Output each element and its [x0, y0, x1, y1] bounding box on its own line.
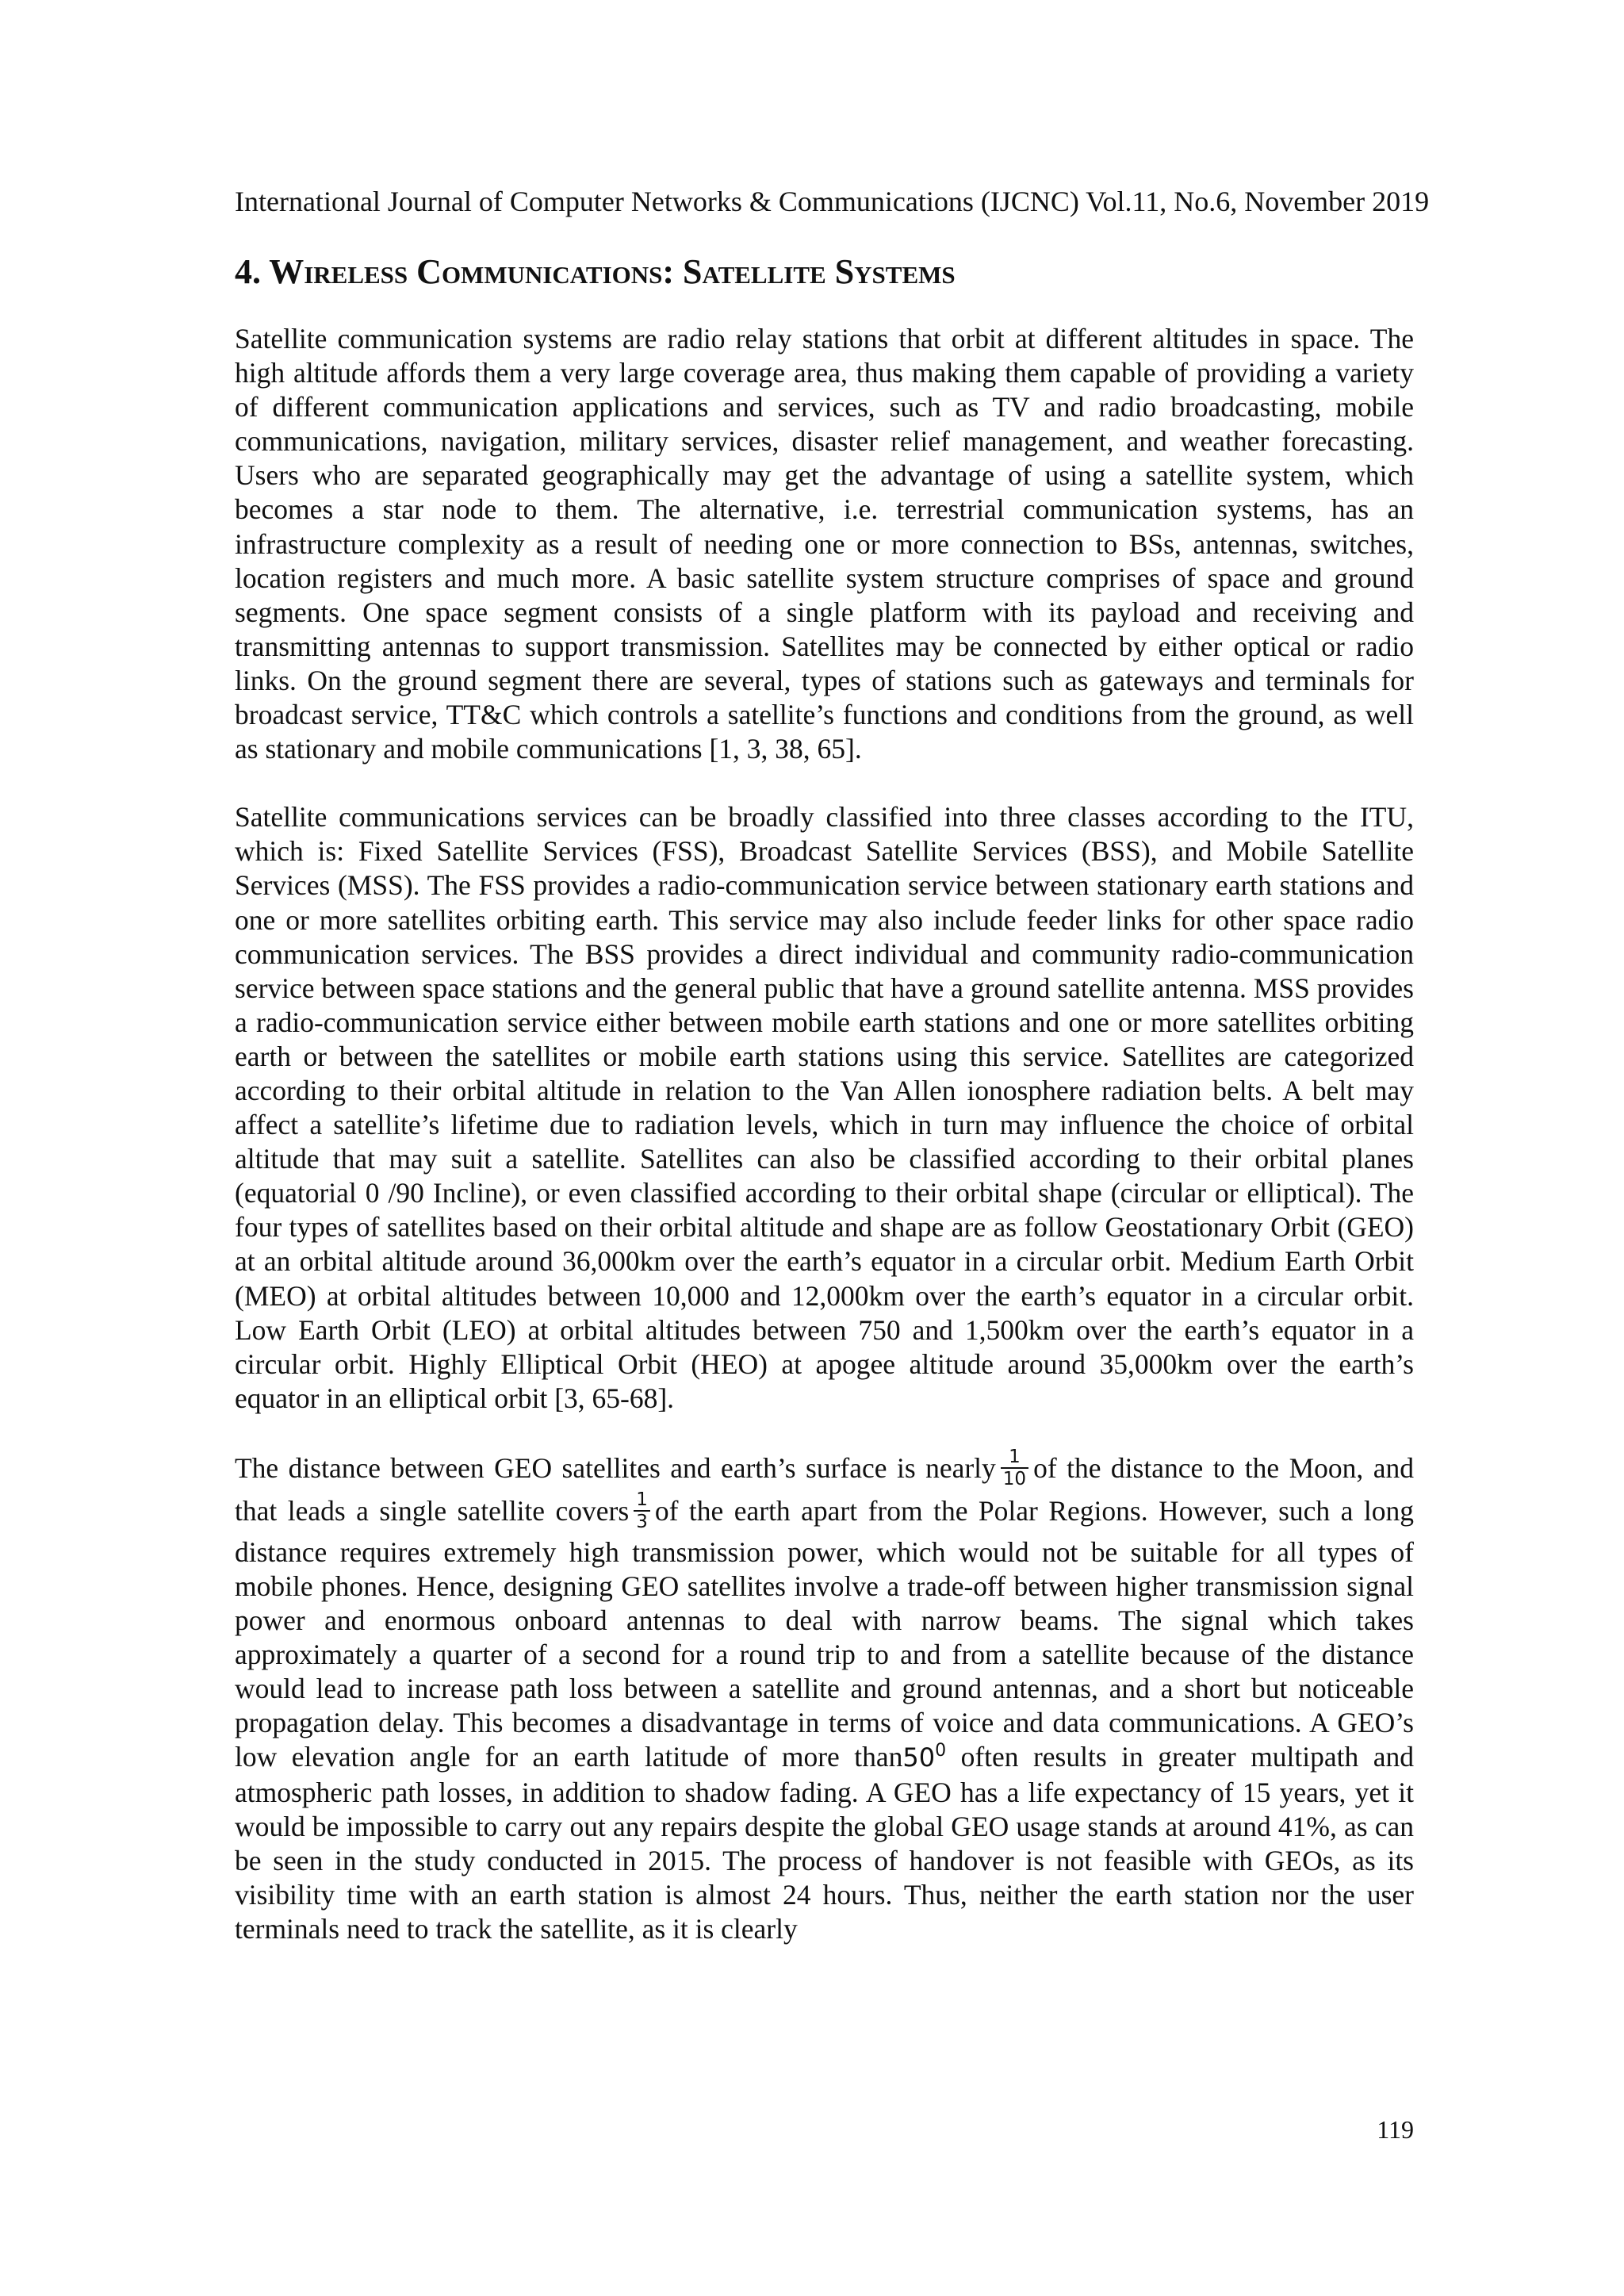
angle-value: 50: [902, 1742, 936, 1773]
fraction-numerator: 1: [634, 1489, 650, 1512]
paragraph-geo-satellites: [235, 1446, 1415, 1946]
geo-text-segment-3: of the earth apart from the Polar Regions. However, such a long distance requires extremely high transmission power, which would not be suitable for all types of mobile phones. Hence, designing GEO satellites involve a trade-off between higher transmission signal power and enormous onboard antennas to deal with narrow beams. The signal which takes approximately a quarter of a second for a round trip to and from a satellite because of the distance would lead to increase path loss between a satellite and ground antennas, and a short but noticeable propagation delay. This becomes a disadvantage in terms of voice and data communications. A GEO’s low elevation angle for an earth latitude of more than: [235, 1495, 1415, 1773]
fraction-one-third: [634, 1489, 650, 1532]
fraction-one-tenth: [1001, 1447, 1028, 1489]
running-header: International Journal of Computer Networks & Communications (IJCNC) Vol.11, No.6, November 2019: [235, 186, 1430, 217]
geo-text-segment-4: often results in greater multipath and atmospheric path losses, in addition to shadow fading. A GEO has a life expectancy of 15 years, yet it would be impossible to carry out any repairs despite the global GEO usage stands at around 41%, as can be seen in the study conducted in 2015. The process of handover is not feasible with GEOs, as its visibility time with an earth station is almost 24 hours. Thus, neither the earth station nor the user terminals need to track the satellite, as it is clearly: [235, 1741, 1414, 1945]
body-text: [235, 322, 1414, 1946]
paragraph-satellite-systems-overview: Satellite communication systems are radio relay stations that orbit at different altitudes in space. The high altitude affords them a very large coverage area, thus making them capable of providing a variety of different communication applications and services, such as TV and radio broadcasting, mobile communications, navigation, military services, disaster relief management, and weather forecasting. Users who are separated geographically may get the advantage of using a satellite system, which becomes a star node to them. The alternative, i.e. terrestrial communication systems, has an infrastructure complexity as a result of needing one or more connection to BSs, antennas, switches, location registers and much more. A basic satellite system structure comprises of space and ground segments. One space segment consists of a single platform with its payload and receiving and transmitting antennas to support transmission. Satellites may be connected by either optical or radio links. On the ground segment there are several, types of stations such as gateways and terminals for broadcast service, TT&C which controls a satellite’s functions and conditions from the ground, as well as stationary and mobile communications [1, 3, 38, 65].: [235, 323, 1414, 765]
geo-text-segment-1: The distance between GEO satellites and earth’s surface is nearly: [235, 1452, 996, 1485]
geo-text-segment-2: of the distance to the Moon, and that leads a single satellite covers: [235, 1452, 1414, 1527]
fraction-numerator: 1: [1001, 1447, 1028, 1469]
fraction-denominator: 3: [636, 1511, 648, 1532]
paragraph-satellite-service-classes: Satellite communications services can be broadly classified into three classes according to the ITU, which is: Fixed Satellite Services (FSS), Broadcast Satellite Services (BSS), and Mobile Satellite Services (MSS). The FSS provides a radio-communication service between stationary earth stations and one or more satellites orbiting earth. This service may also include feeder links for other space radio communication services. The BSS provides a direct individual and community radio-communication service between space stations and the general public that have a ground satellite antenna. MSS provides a radio-communication service either between mobile earth stations and one or more satellites orbiting earth or between the satellites or mobile earth stations using this service. Satellites are categorized according to their orbital altitude in relation to the Van Allen ionosphere radiation belts. A belt may affect a satellite’s lifetime due to radiation levels, which in turn may influence the choice of orbital altitude that may suit a satellite. Satellites can also be classified according to their orbital planes (equatorial 0 /90 Incline), or even classified according to their orbital shape (circular or elliptical). The four types of satellites based on their orbital altitude and shape are as follow Geostationary Orbit (GEO) at an orbital altitude around 36,000km over the earth’s equator in a circular orbit. Medium Earth Orbit (MEO) at orbital altitudes between 10,000 and 12,000km over the earth’s equator in a circular orbit. Low Earth Orbit (LEO) at orbital altitudes between 750 and 1,500km over the earth’s equator in a circular orbit. Highly Elliptical Orbit (HEO) at apogee altitude around 35,000km over the earth’s equator in an elliptical orbit [3, 65-68].: [235, 801, 1414, 1414]
page-number: 119: [1377, 2115, 1414, 2144]
section-heading: 4. Wireless Communications: Satellite Systems: [235, 252, 956, 291]
angle-superscript: 0: [935, 1741, 947, 1761]
fraction-denominator: 10: [1002, 1468, 1027, 1489]
